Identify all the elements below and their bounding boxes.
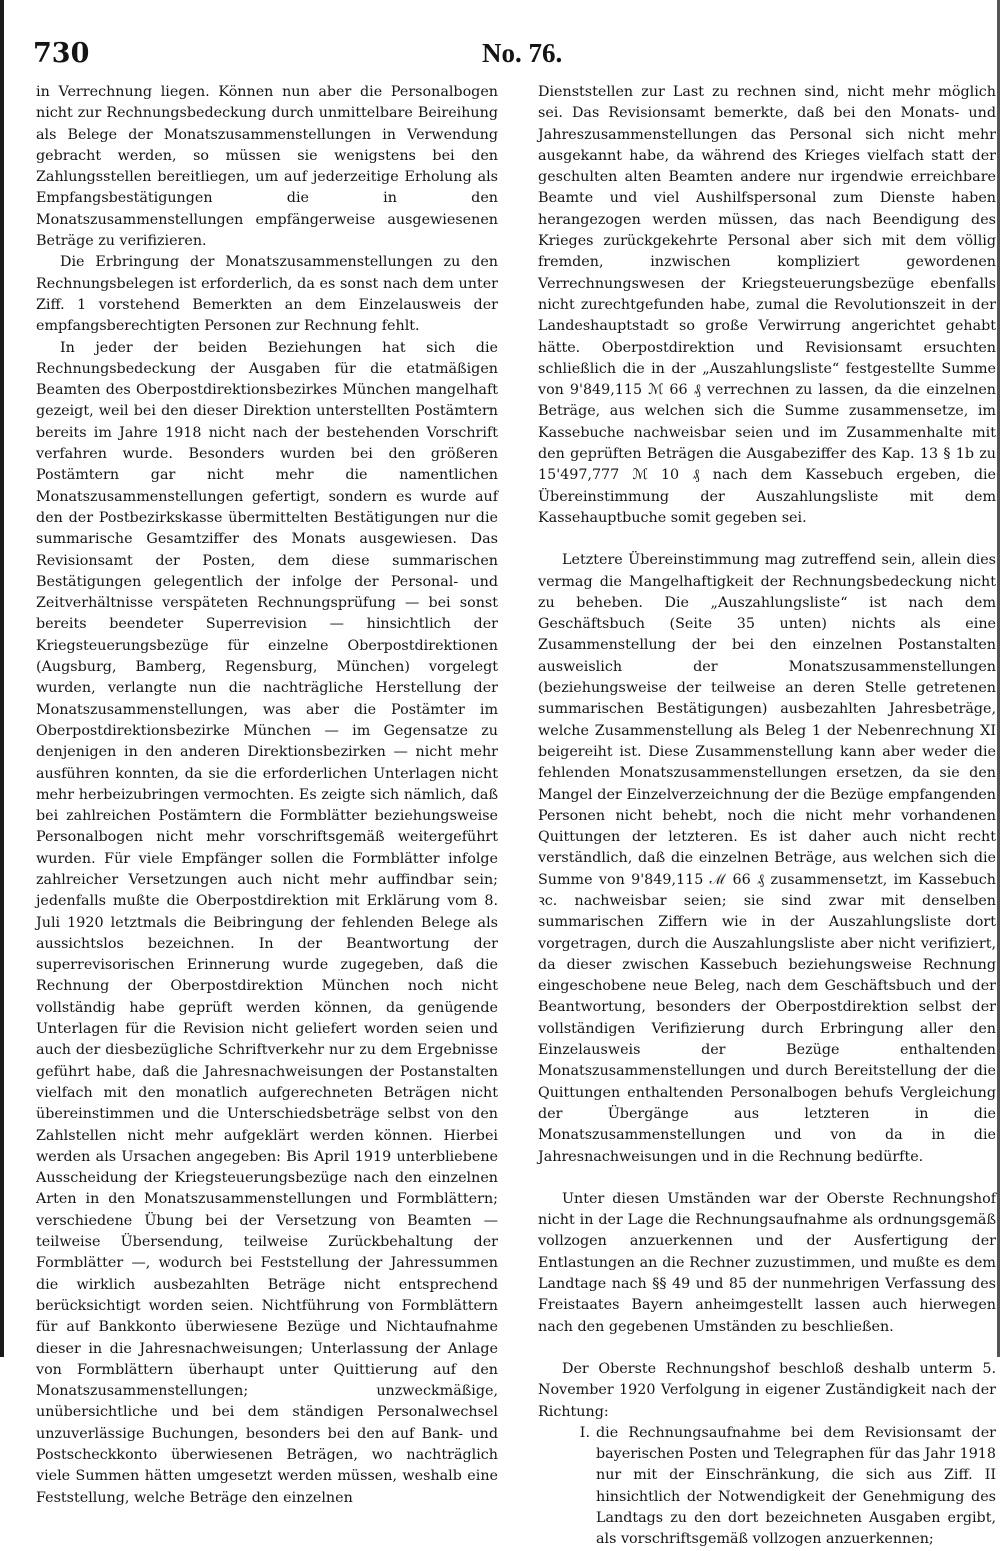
list-item (538, 1423, 996, 1551)
list-item-text: die Rechnungsaufnahme bei dem Revisionsamt der bayerischen Posten und Telegraphen für das Jahr 1918 nur mit der Einschränkung, die sich aus Ziff. II hinsichtlich der Notwendigkeit der Genehmigung des Landtags zu den dort bezeichneten Ausgaben ergibt, als vorschriftsgemäß vollzogen anzuerkennen; (596, 1424, 996, 1548)
paragraph: Unter diesen Umständen war der Oberste Rechnungshof nicht in der Lage die Rechnungsaufnahme als ordnungsgemäß vollzogen anzuerkennen und der Ausfertigung der Entlastungen an die Rechner zuzustimmen, und mußte es dem Landtage nach §§ 49 und 85 der nunmehrigen Verfassung des Freistaates Bayern anheimgestellt lassen auch hierwegen nach den gegebenen Umständen zu beschließen. (538, 1190, 996, 1335)
right-column (538, 82, 996, 1551)
page-number: 730 (33, 38, 90, 69)
left-column (36, 82, 498, 1509)
scan-edge-left (0, 0, 4, 1357)
paragraph: in Verrechnung liegen. Können nun aber die Personalbogen nicht zur Rechnungsbedeckung durch unmittelbare Beireihung als Belege der Monatszusammenstellungen in Verwendung gebracht werden, so müssen sie wenigstens bei den Zahlungsstellen bereitliegen, um auf jederzeitige Erholung als Empfangsbestätigungen die in den Monatszusammenstellungen empfängerweise ausgewiesenen Beträge zu verifizieren. (36, 84, 498, 250)
paragraph: Dienststellen zur Last zu rechnen sind, nicht mehr möglich sei. Das Revisionsamt bemerkte, daß bei den Monats- und Jahreszusammenstellungen das Personal sich nicht mehr ausgekannt habe, da während des Krieges vielfach statt der geschulten alten Beamten andere nur irgendwie erreichbare Beamte und viel Aushilfspersonal zum Dienste haben herangezogen werden müssen, das nach Beendigung des Krieges zurückgekehrte Personal aber sich mit dem völlig fremden, inzwischen kompliziert gewordenen Verrechnungswesen der Kriegsteuerungsbezüge ebenfalls nicht zurechtgefunden habe, zumal die Revolutionszeit in der Landeshauptstadt so große Verwirrung angerichtet gehabt hätte. Oberpostdirektion und Revisionsamt ersuchten schließlich die in der „Auszahlungsliste“ festgestellte Summe von 9'849,115 ℳ 66 ₰ verrechnen zu lassen, da die einzelnen Beträge, aus welchen sich die Summe zusammensetze, im Kassebuche nachweisbar seien und im Zusammenhalte mit den geprüften Beträgen die Ausgabeziffer des Kap. 13 § 1b zu 15'497,777 ℳ 10 ₰ nach dem Kassebuch ergeben, die Übereinstimmung der Auszahlungsliste mit dem Kassehauptbuche somit gegeben sei. (538, 84, 996, 526)
paragraph: Der Oberste Rechnungshof beschloß deshalb unterm 5. November 1920 Verfolgung in eigener Zuständigkeit nach der Richtung: (538, 1360, 996, 1420)
issue-number: No. 76. (482, 38, 563, 68)
paragraph: In jeder der beiden Beziehungen hat sich die Rechnungsbedeckung der Ausgaben für die etatmäßigen Beamten des Oberpostdirektionsbezirkes München mangelhaft gezeigt, weil bei den dieser Direktion unterstellten Postämtern bereits im Jahre 1918 nicht nach der bestehenden Vorschrift verfahren wurde. Besonders wurden bei den größeren Postämtern gar nicht mehr die namentlichen Monatszusammenstellungen gefertigt, sondern es wurde auf den der Postbezirkskasse übermittelten Bestätigungen nur die summarische Gesamtziffer des Monats ausgewiesen. Das Revisionsamt der Posten, dem diese summarischen Bestätigungen gelegentlich der infolge der Personal- und Zeitverhältnisse verspäteten Rechnungsprüfung — bei sonst bereits beendeter Superrevision — hinsichtlich der Kriegsteuerungsbezüge für einzelne Oberpostdirektionen (Augsburg, Bamberg, Regensburg, München) vorgelegt wurden, verlangte nun die nachträgliche Herstellung der Monatszusammenstellungen, was aber die Postämter im Oberpostdirektionsbezirke München — im Gegensatze zu denjenigen in den anderen Direktionsbezirken — nicht mehr ausführen konnten, da sie die erforderlichen Unterlagen nicht mehr herbeizubringen vermochten. Es zeigte sich nämlich, daß bei zahlreichen Postämtern die Formblätter beziehungsweise Personalbogen nicht mehr vorschriftsgemäß weitergeführt wurden. Für viele Empfänger sollen die Formblätter infolge zahlreicher Versetzungen auch nicht mehr auffindbar sein; jedenfalls mußte die Oberpostdirektion mit Erklärung vom 8. Juli 1920 letztmals die Beibringung der fehlenden Belege als aussichtslos bezeichnen. In der Beantwortung der superrevisorischen Erinnerung wurde zugegeben, daß die Rechnung der Oberpostdirektion München noch nicht vollständig habe geprüft werden können, da genügende Unterlagen für die Revision nicht geliefert worden seien und auch der diesbezügliche Schriftverkehr nur zu dem Ergebnisse geführt habe, daß die Jahresnachweisungen der Postanstalten vielfach mit den monatlich aufgerechneten Beträgen nicht übereinstimmen und die Unterschiedsbeträge selbst von den Zahlstellen nicht mehr aufgeklärt werden können. Hierbei werden als Ursachen angegeben: Bis April 1919 unterbliebene Ausscheidung der Kriegsteuerungsbezüge nach den einzelnen Arten in den Monatszusammenstellungen und Formblättern; verschiedene Übung bei der Versetzung von Beamten — teilweise Übersendung, teilweise Zurückbehaltung der Formblätter —, wodurch bei Feststellung der Jahressummen die wirklich ausbezahlten Beträge nicht entsprechend berücksichtigt worden seien. Nichtführung von Formblättern für auf Bankkonto überwiesene Bezüge und Nichtaufnahme dieser in die Jahresnachweisungen; Unterlassung der Anlage von Formblättern überhaupt unter Quittierung auf den Monatszusammenstellungen; unzweckmäßige, unübersichtliche und bei dem ständigen Personalwechsel unzuverlässige Buchungen, besonders bei den auf Bank- und Postscheckkonto überwiesenen Beträgen, wo nachträglich viele Summen hätten umgesetzt werden müssen, weshalb eine Feststellung, welche Beträge den einzelnen (36, 339, 498, 1506)
list-marker: I. (579, 1424, 590, 1441)
paragraph: Die Erbringung der Monatszusammenstellungen zu den Rechnungsbelegen ist erforderlich, da es sonst nach dem unter Ziff. 1 vorstehend Bemerkten an dem Einzelausweis der empfangsberechtigten Personen zur Rechnung fehlt. (36, 254, 498, 335)
paragraph: Letztere Übereinstimmung mag zutreffend sein, allein dies vermag die Mangelhaftigkeit der Rechnungsbedeckung nicht zu beheben. Die „Auszahlungsliste“ ist nach dem Geschäftsbuch (Seite 35 unten) nichts als eine Zusammenstellung der bei den einzelnen Postanstalten ausweislich der Monatszusammenstellungen (beziehungsweise der teilweise an deren Stelle getretenen summarischen Bestätigungen) ausbezahlten Jahresbeträge, welche Zusammenstellung als Beleg 1 der Nebenrechnung XI beigereiht ist. Diese Zusammenstellung kann aber weder die fehlenden Monatszusammenstellungen ersetzen, da sie den Mangel der Einzelverzeichnung der die Bezüge empfangenden Personen nicht behebt, noch die nicht mehr vorhandenen Quittungen der letzteren. Es ist daher auch nicht recht verständlich, daß die einzelnen Beträge, aus welchen sich die Summe von 9'849,115 ℳ 66 ₰ zusammensetzt, im Kassebuch ꝛc. nachweisbar seien; sie sind zwar mit denselben summarischen Ziffern wie in der Auszahlungsliste dort vorgetragen, durch die Auszahlungsliste aber nicht verifiziert, da dieser zwischen Kassebuch beziehungsweise Rechnung eingeschobene neue Beleg, nach dem Geschäftsbuch und der Beantwortung, besonders der Oberpostdirektion selbst der vollständigen Verifizierung durch Erbringung aller den Einzelausweis der Bezüge enthaltenden Monatszusammenstellungen und durch Bereitstellung der die Quittungen enthaltenden Personalbogen behufs Vergleichung der Übergänge aus letzteren in die Monatszusammenstellungen und von da in die Jahresnachweisungen und in die Rechnung bedürfte. (538, 552, 996, 1165)
